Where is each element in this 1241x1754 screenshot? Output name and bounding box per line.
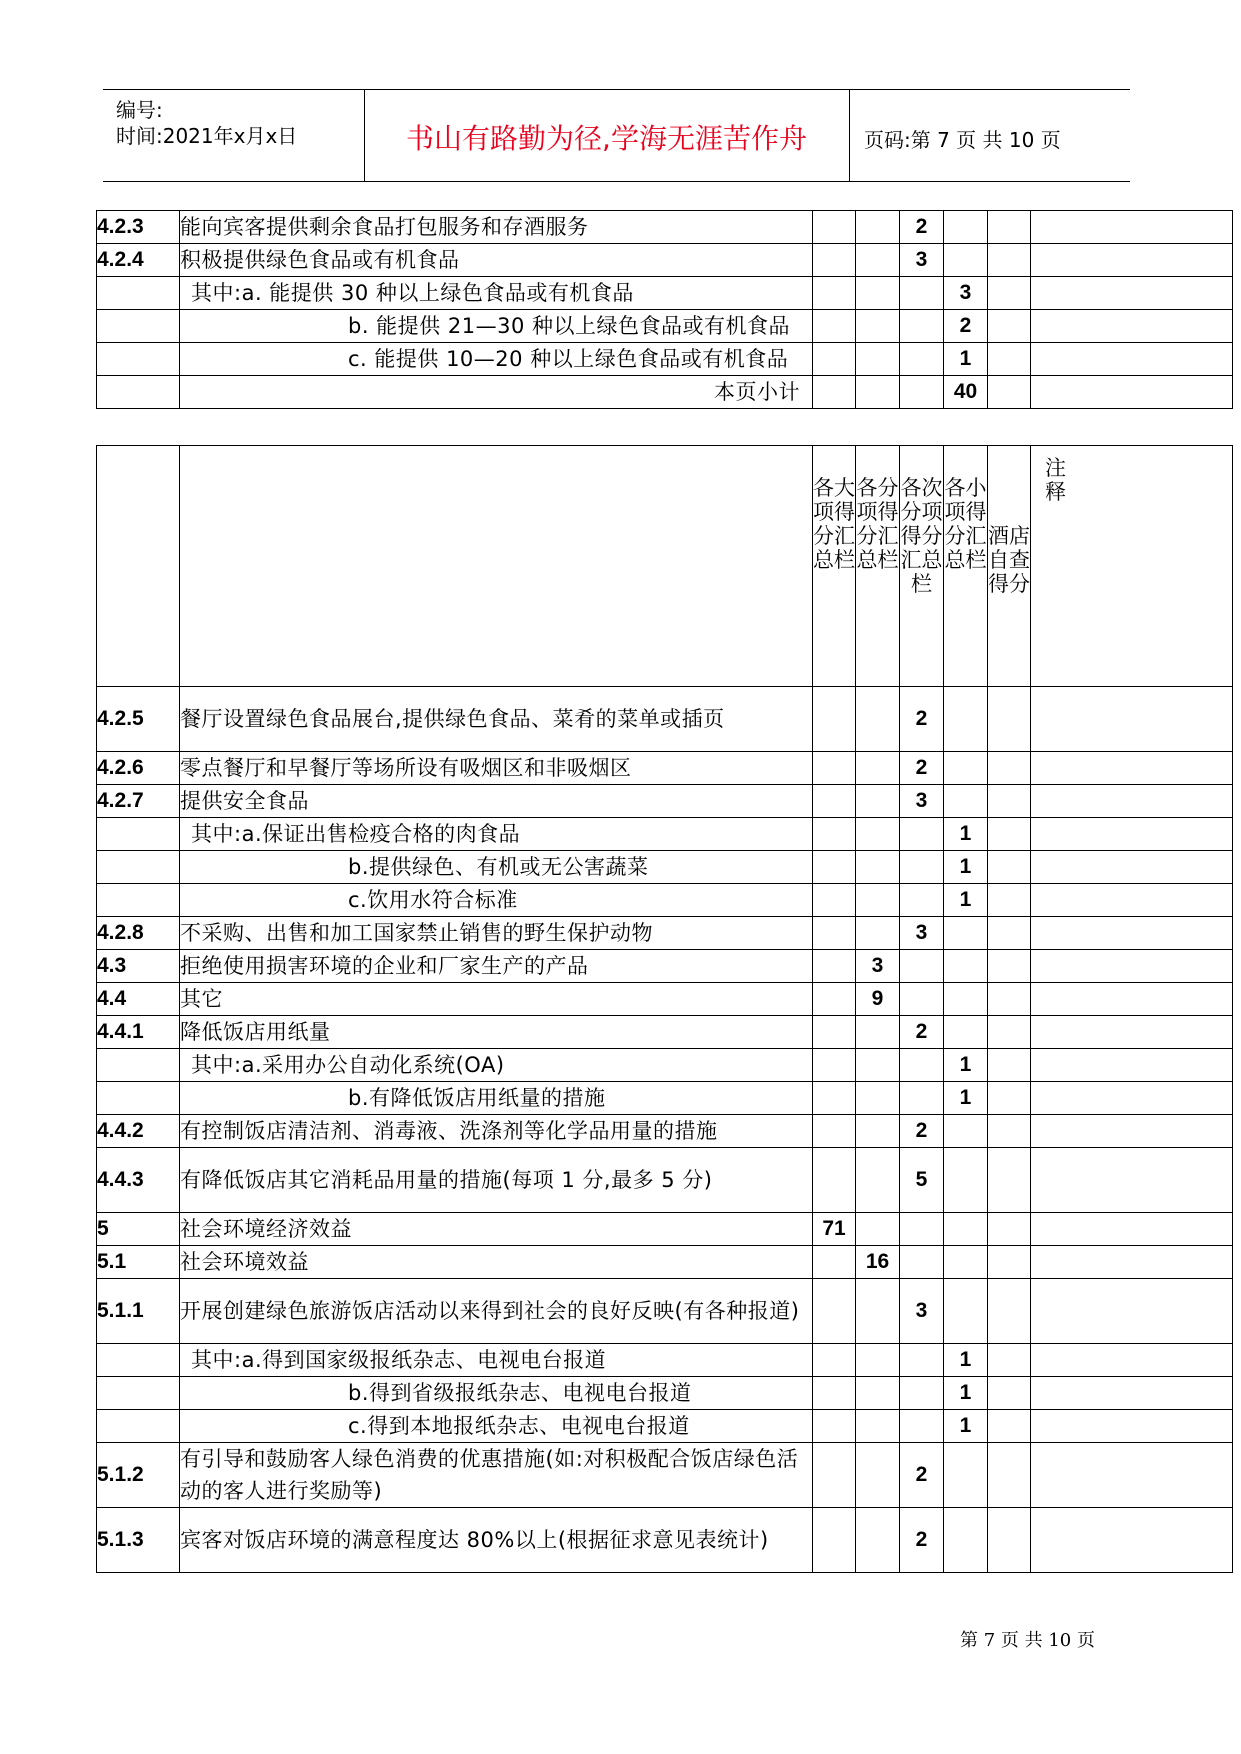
major-score <box>813 1115 856 1148</box>
item-code: 4.4 <box>97 983 180 1016</box>
self-check-score <box>988 818 1031 851</box>
table-row <box>97 1377 1233 1410</box>
self-check-score <box>988 1508 1031 1573</box>
item-code <box>97 1344 180 1377</box>
table-row <box>97 818 1233 851</box>
sub-score <box>856 1377 900 1410</box>
item-desc: 社会环境经济效益 <box>180 1213 813 1246</box>
table-row <box>97 1213 1233 1246</box>
table-row <box>97 1279 1233 1344</box>
item-desc: 有降低饭店其它消耗品用量的措施(每项 1 分,最多 5 分) <box>180 1148 813 1213</box>
major-score <box>813 687 856 752</box>
col-header-note <box>1031 446 1233 687</box>
major-score <box>813 1410 856 1443</box>
sub-score <box>856 1115 900 1148</box>
note-cell <box>1031 211 1233 244</box>
self-check-score <box>988 1148 1031 1213</box>
sub-score <box>856 1082 900 1115</box>
page-subtotal-label: 本页小计 <box>180 376 813 409</box>
table-row <box>97 851 1233 884</box>
header-blank-code <box>97 446 180 687</box>
sub-score <box>856 244 900 277</box>
sub-score <box>856 851 900 884</box>
sub-score: 3 <box>856 950 900 983</box>
item-desc: c.饮用水符合标准 <box>180 884 813 917</box>
secondary-score <box>900 277 944 310</box>
sub-score <box>856 310 900 343</box>
table-row <box>97 1016 1233 1049</box>
item-code <box>97 376 180 409</box>
self-check-score <box>988 244 1031 277</box>
minor-score: 1 <box>944 851 988 884</box>
secondary-score: 2 <box>900 1115 944 1148</box>
table-row <box>97 211 1233 244</box>
item-code: 5 <box>97 1213 180 1246</box>
major-score <box>813 343 856 376</box>
table-row <box>97 1344 1233 1377</box>
self-check-score <box>988 884 1031 917</box>
self-check-score <box>988 343 1031 376</box>
secondary-score <box>900 884 944 917</box>
self-check-score <box>988 785 1031 818</box>
major-score <box>813 310 856 343</box>
secondary-score: 2 <box>900 1443 944 1508</box>
sub-score <box>856 1049 900 1082</box>
table-row <box>97 1410 1233 1443</box>
item-desc: 社会环境效益 <box>180 1246 813 1279</box>
self-check-score <box>988 752 1031 785</box>
major-score <box>813 1148 856 1213</box>
item-desc: 其中:a.保证出售检疫合格的肉食品 <box>180 818 813 851</box>
item-code <box>97 310 180 343</box>
header-page-info: 页码:第 7 页 共 10 页 <box>864 128 1061 152</box>
minor-score <box>944 1279 988 1344</box>
secondary-score <box>900 983 944 1016</box>
minor-score <box>944 1508 988 1573</box>
item-desc: 零点餐厅和早餐厅等场所设有吸烟区和非吸烟区 <box>180 752 813 785</box>
secondary-score <box>900 343 944 376</box>
item-desc: 餐厅设置绿色食品展台,提供绿色食品、菜肴的菜单或插页 <box>180 687 813 752</box>
note-cell <box>1031 1115 1233 1148</box>
minor-score <box>944 1115 988 1148</box>
minor-score <box>944 687 988 752</box>
item-desc: b.有降低饭店用纸量的措施 <box>180 1082 813 1115</box>
secondary-score: 2 <box>900 1016 944 1049</box>
note-cell <box>1031 752 1233 785</box>
table-row <box>97 917 1233 950</box>
header-time-label: 时间:2021年x月x日 <box>116 124 298 148</box>
self-check-score <box>988 687 1031 752</box>
table-row <box>97 785 1233 818</box>
self-check-score <box>988 1082 1031 1115</box>
col-header-major-text: 各大项得分汇总栏 <box>813 476 855 572</box>
item-desc: 其它 <box>180 983 813 1016</box>
secondary-score: 2 <box>900 211 944 244</box>
item-desc: 能向宾客提供剩余食品打包服务和存酒服务 <box>180 211 813 244</box>
item-code <box>97 277 180 310</box>
minor-score: 1 <box>944 884 988 917</box>
secondary-score: 5 <box>900 1148 944 1213</box>
secondary-score: 2 <box>900 687 944 752</box>
sub-score <box>856 884 900 917</box>
self-check-score <box>988 211 1031 244</box>
col-header-secondary-text: 各次分项得分汇总栏 <box>900 476 943 596</box>
item-desc: 其中:a.得到国家级报纸杂志、电视电台报道 <box>180 1344 813 1377</box>
major-score <box>813 851 856 884</box>
header-bottom-rule <box>103 181 1130 182</box>
item-desc: 开展创建绿色旅游饭店活动以来得到社会的良好反映(有各种报道) <box>180 1279 813 1344</box>
table-row <box>97 310 1233 343</box>
sub-score <box>856 687 900 752</box>
item-desc: 其中:a.采用办公自动化系统(OA) <box>180 1049 813 1082</box>
note-cell <box>1031 1148 1233 1213</box>
major-score <box>813 884 856 917</box>
item-code <box>97 343 180 376</box>
secondary-score <box>900 1049 944 1082</box>
secondary-score <box>900 1246 944 1279</box>
col-header-self-check-text: 酒店自查得分 <box>988 524 1030 596</box>
major-score <box>813 1508 856 1573</box>
note-cell <box>1031 277 1233 310</box>
minor-score: 1 <box>944 818 988 851</box>
secondary-score: 2 <box>900 752 944 785</box>
item-code: 4.4.1 <box>97 1016 180 1049</box>
item-desc: b. 能提供 21—30 种以上绿色食品或有机食品 <box>180 310 813 343</box>
self-check-score <box>988 1279 1031 1344</box>
note-cell <box>1031 1049 1233 1082</box>
sub-score <box>856 1410 900 1443</box>
note-cell <box>1031 1377 1233 1410</box>
sub-score <box>856 376 900 409</box>
minor-score <box>944 1213 988 1246</box>
secondary-score <box>900 1410 944 1443</box>
note-cell <box>1031 1082 1233 1115</box>
header-motto: 书山有路勤为径,学海无涯苦作舟 <box>406 122 807 155</box>
minor-score <box>944 1148 988 1213</box>
minor-score: 1 <box>944 1410 988 1443</box>
item-code: 4.4.2 <box>97 1115 180 1148</box>
col-header-sub-text: 各分项得分汇总栏 <box>856 476 899 572</box>
major-score <box>813 785 856 818</box>
self-check-score <box>988 1049 1031 1082</box>
self-check-score <box>988 1016 1031 1049</box>
header-divider-right <box>849 89 850 181</box>
sub-score <box>856 277 900 310</box>
col-header-minor-text: 各小项得分汇总栏 <box>944 476 987 572</box>
secondary-score: 3 <box>900 785 944 818</box>
self-check-score <box>988 1443 1031 1508</box>
minor-score: 2 <box>944 310 988 343</box>
major-score: 71 <box>813 1213 856 1246</box>
self-check-score <box>988 950 1031 983</box>
item-desc: 有控制饭店清洁剂、消毒液、洗涤剂等化学品用量的措施 <box>180 1115 813 1148</box>
item-code: 4.2.6 <box>97 752 180 785</box>
table-row <box>97 752 1233 785</box>
table-row <box>97 1082 1233 1115</box>
secondary-score <box>900 1377 944 1410</box>
item-code <box>97 1082 180 1115</box>
self-check-score <box>988 1344 1031 1377</box>
note-cell <box>1031 244 1233 277</box>
item-desc: 其中:a. 能提供 30 种以上绿色食品或有机食品 <box>180 277 813 310</box>
major-score <box>813 1016 856 1049</box>
major-score <box>813 950 856 983</box>
table-row-subtotal <box>97 376 1233 409</box>
item-code: 5.1 <box>97 1246 180 1279</box>
note-cell <box>1031 1213 1233 1246</box>
secondary-score: 3 <box>900 917 944 950</box>
note-cell <box>1031 1443 1233 1508</box>
item-code: 4.2.4 <box>97 244 180 277</box>
sub-score: 9 <box>856 983 900 1016</box>
major-score <box>813 1049 856 1082</box>
item-code <box>97 818 180 851</box>
item-code: 5.1.3 <box>97 1508 180 1573</box>
major-score <box>813 1082 856 1115</box>
table-row <box>97 343 1233 376</box>
minor-score: 1 <box>944 343 988 376</box>
secondary-score <box>900 851 944 884</box>
item-desc: 提供安全食品 <box>180 785 813 818</box>
header-number-label: 编号: <box>116 98 163 122</box>
major-score <box>813 376 856 409</box>
header-top-rule <box>103 89 1130 90</box>
item-desc: 不采购、出售和加工国家禁止销售的野生保护动物 <box>180 917 813 950</box>
self-check-score <box>988 1115 1031 1148</box>
item-code <box>97 1049 180 1082</box>
item-code: 4.2.8 <box>97 917 180 950</box>
sub-score <box>856 211 900 244</box>
item-code: 5.1.2 <box>97 1443 180 1508</box>
note-cell <box>1031 917 1233 950</box>
col-header-minor <box>944 446 988 687</box>
secondary-score <box>900 950 944 983</box>
minor-score: 1 <box>944 1344 988 1377</box>
sub-score <box>856 1016 900 1049</box>
item-desc: c.得到本地报纸杂志、电视电台报道 <box>180 1410 813 1443</box>
table-row <box>97 1508 1233 1573</box>
minor-score <box>944 785 988 818</box>
minor-score <box>944 983 988 1016</box>
major-score <box>813 752 856 785</box>
table-row <box>97 1049 1233 1082</box>
secondary-score: 3 <box>900 244 944 277</box>
self-check-score <box>988 310 1031 343</box>
minor-score: 1 <box>944 1082 988 1115</box>
note-cell <box>1031 983 1233 1016</box>
note-cell <box>1031 1344 1233 1377</box>
table-row <box>97 1115 1233 1148</box>
item-code <box>97 1377 180 1410</box>
minor-score <box>944 1246 988 1279</box>
minor-score <box>944 752 988 785</box>
score-table-top <box>96 210 1233 409</box>
note-cell <box>1031 343 1233 376</box>
self-check-score <box>988 1213 1031 1246</box>
major-score <box>813 983 856 1016</box>
sub-score <box>856 343 900 376</box>
minor-score <box>944 950 988 983</box>
note-cell <box>1031 1246 1233 1279</box>
col-header-major <box>813 446 856 687</box>
minor-score <box>944 211 988 244</box>
note-cell <box>1031 1508 1233 1573</box>
table-row <box>97 277 1233 310</box>
sub-score <box>856 752 900 785</box>
self-check-score <box>988 1410 1031 1443</box>
note-cell <box>1031 1016 1233 1049</box>
major-score <box>813 211 856 244</box>
table-row <box>97 687 1233 752</box>
self-check-score <box>988 917 1031 950</box>
item-desc: 宾客对饭店环境的满意程度达 80%以上(根据征求意见表统计) <box>180 1508 813 1573</box>
item-code: 4.2.7 <box>97 785 180 818</box>
self-check-score <box>988 1377 1031 1410</box>
sub-score <box>856 1443 900 1508</box>
major-score <box>813 1246 856 1279</box>
item-code: 4.2.5 <box>97 687 180 752</box>
secondary-score <box>900 1213 944 1246</box>
item-code: 4.3 <box>97 950 180 983</box>
major-score <box>813 1377 856 1410</box>
item-desc: c. 能提供 10—20 种以上绿色食品或有机食品 <box>180 343 813 376</box>
item-desc: 有引导和鼓励客人绿色消费的优惠措施(如:对积极配合饭店绿色活动的客人进行奖励等) <box>180 1443 813 1508</box>
note-cell <box>1031 376 1233 409</box>
major-score <box>813 818 856 851</box>
item-desc: 拒绝使用损害环境的企业和厂家生产的产品 <box>180 950 813 983</box>
page-footer: 第 7 页 共 10 页 <box>960 1630 1095 1651</box>
page-subtotal-value: 40 <box>944 376 988 409</box>
minor-score: 1 <box>944 1049 988 1082</box>
item-code: 5.1.1 <box>97 1279 180 1344</box>
self-check-score <box>988 983 1031 1016</box>
item-code: 4.4.3 <box>97 1148 180 1213</box>
note-cell <box>1031 1410 1233 1443</box>
item-code <box>97 1410 180 1443</box>
self-check-score <box>988 1246 1031 1279</box>
secondary-score <box>900 1344 944 1377</box>
sub-score <box>856 785 900 818</box>
secondary-score <box>900 310 944 343</box>
self-check-score <box>988 376 1031 409</box>
col-header-secondary <box>900 446 944 687</box>
secondary-score: 3 <box>900 1279 944 1344</box>
minor-score <box>944 244 988 277</box>
secondary-score <box>900 376 944 409</box>
minor-score <box>944 917 988 950</box>
secondary-score <box>900 1082 944 1115</box>
sub-score <box>856 917 900 950</box>
major-score <box>813 244 856 277</box>
sub-score <box>856 1148 900 1213</box>
major-score <box>813 1279 856 1344</box>
major-score <box>813 917 856 950</box>
item-code <box>97 884 180 917</box>
note-cell <box>1031 785 1233 818</box>
note-cell <box>1031 818 1233 851</box>
note-cell <box>1031 310 1233 343</box>
sub-score <box>856 1344 900 1377</box>
secondary-score: 2 <box>900 1508 944 1573</box>
item-code <box>97 851 180 884</box>
minor-score: 1 <box>944 1377 988 1410</box>
note-cell <box>1031 851 1233 884</box>
sub-score <box>856 818 900 851</box>
table-row <box>97 1148 1233 1213</box>
major-score <box>813 1443 856 1508</box>
table-row <box>97 983 1233 1016</box>
note-cell <box>1031 687 1233 752</box>
secondary-score <box>900 818 944 851</box>
note-cell <box>1031 884 1233 917</box>
sub-score <box>856 1213 900 1246</box>
item-desc: 积极提供绿色食品或有机食品 <box>180 244 813 277</box>
major-score <box>813 1344 856 1377</box>
sub-score <box>856 1279 900 1344</box>
sub-score <box>856 1508 900 1573</box>
table-row <box>97 244 1233 277</box>
major-score <box>813 277 856 310</box>
item-desc: 降低饭店用纸量 <box>180 1016 813 1049</box>
table-row <box>97 950 1233 983</box>
minor-score <box>944 1016 988 1049</box>
col-header-note-text: 注释 <box>1045 456 1066 504</box>
table-header-row <box>97 446 1233 687</box>
col-header-self-check <box>988 446 1031 687</box>
table-row <box>97 884 1233 917</box>
header-blank-desc <box>180 446 813 687</box>
note-cell <box>1031 1279 1233 1344</box>
item-desc: b.得到省级报纸杂志、电视电台报道 <box>180 1377 813 1410</box>
table-row <box>97 1443 1233 1508</box>
self-check-score <box>988 851 1031 884</box>
table-row <box>97 1246 1233 1279</box>
score-table-main <box>96 445 1233 1573</box>
note-cell <box>1031 950 1233 983</box>
minor-score: 3 <box>944 277 988 310</box>
col-header-sub <box>856 446 900 687</box>
self-check-score <box>988 277 1031 310</box>
sub-score: 16 <box>856 1246 900 1279</box>
minor-score <box>944 1443 988 1508</box>
item-code: 4.2.3 <box>97 211 180 244</box>
item-desc: b.提供绿色、有机或无公害蔬菜 <box>180 851 813 884</box>
